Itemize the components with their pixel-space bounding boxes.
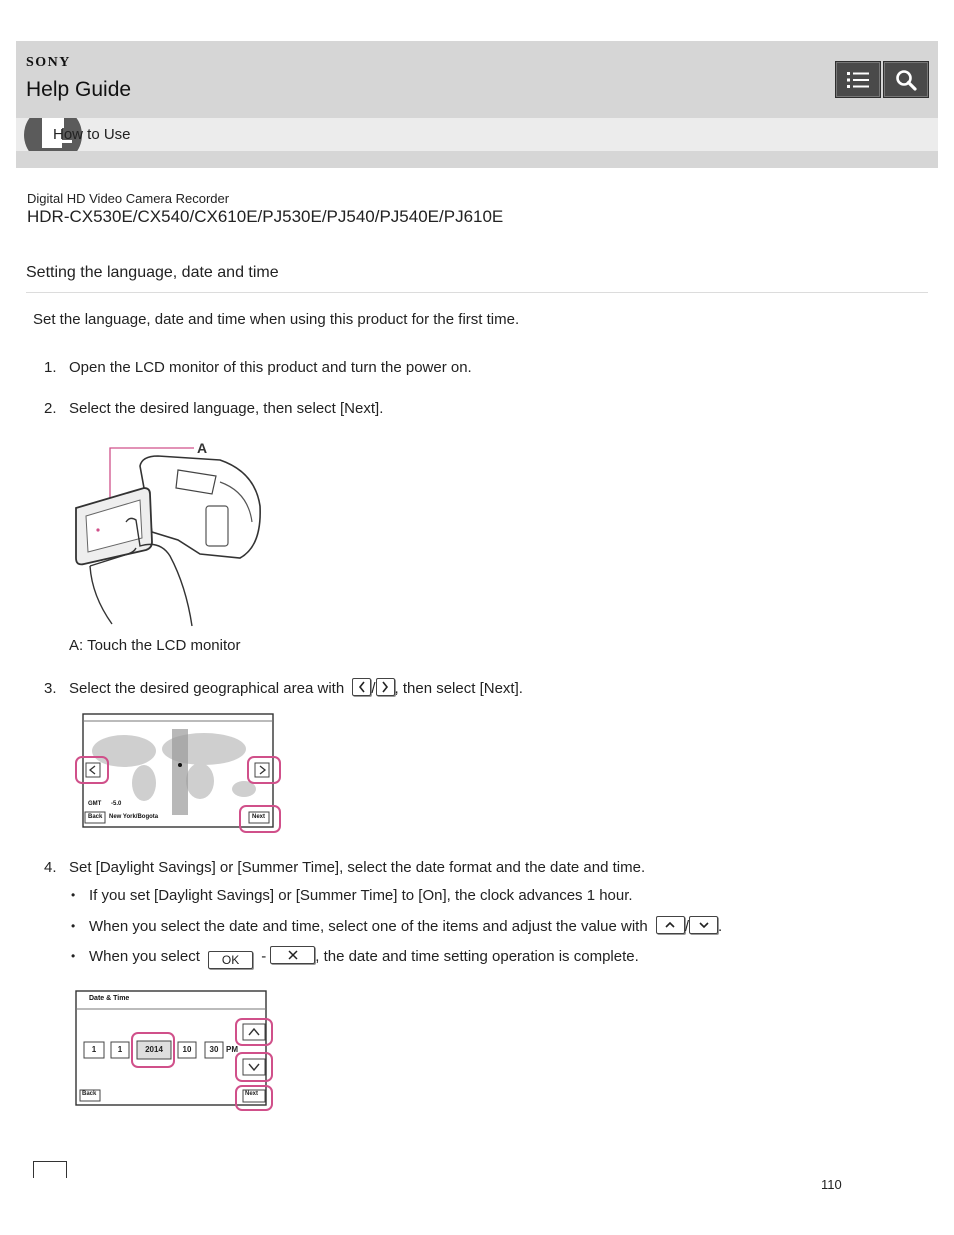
day-field: 1 (117, 1045, 123, 1054)
up-button (656, 916, 685, 934)
step-4 (44, 859, 645, 876)
camcorder-illustration (70, 436, 280, 628)
breadcrumb-bar (16, 118, 938, 151)
step-1 (44, 359, 472, 376)
product-category: Digital HD Video Camera Recorder (27, 191, 230, 206)
step-number: 3. (44, 680, 57, 697)
step-text-after: , then select [Next]. (394, 680, 523, 697)
chevron-right-icon (380, 679, 390, 695)
title-divider (26, 292, 928, 293)
bullet-1: • If you set [Daylight Savings] or [Summer Time] to [On], the clock advances 1 hour. (71, 887, 633, 904)
bullet-text: When you select (89, 948, 200, 965)
product-models: HDR-CX530E/CX540/CX610E/PJ530E/PJ540/PJ540E/PJ610E (27, 207, 504, 226)
figure-caption: A: Touch the LCD monitor (69, 637, 241, 654)
gmt-label: GMT (88, 801, 102, 807)
intro-text: Set the language, date and time when using this product for the first time. (33, 311, 520, 328)
gmt-value: -5.0 (111, 801, 122, 807)
chevron-down-icon (697, 917, 711, 933)
step-number: 2. (44, 400, 57, 417)
bullet-text-after: . (718, 918, 723, 935)
bullet-text-after: , the date and time setting operation is complete. (315, 948, 639, 965)
menu-button[interactable] (835, 61, 881, 98)
brand-logo: SONY (26, 55, 71, 70)
list-icon (846, 70, 870, 90)
close-icon (286, 947, 300, 963)
next-button: Next (245, 1091, 259, 1097)
month-field: 1 (91, 1045, 97, 1054)
back-button: Back (82, 1091, 97, 1097)
area-select-screen (74, 713, 286, 837)
step-2 (44, 400, 383, 417)
search-icon (895, 69, 917, 91)
back-button: Back (88, 814, 103, 820)
left-arrow-button (352, 678, 371, 696)
step-text: Select the desired language, then select [Next]. (69, 400, 384, 417)
separator: - (261, 948, 267, 965)
separator: / (371, 680, 376, 697)
step-number: 4. (44, 859, 57, 876)
chevron-left-icon (357, 679, 367, 695)
down-button (689, 916, 718, 934)
step-number: 1. (44, 359, 57, 376)
guide-title[interactable]: Help Guide (26, 78, 132, 101)
search-button[interactable] (883, 61, 929, 98)
year-field: 2014 (145, 1045, 163, 1054)
city-label: New York/Bogota (109, 814, 159, 820)
hour-field: 10 (182, 1045, 192, 1054)
bullet-text: When you select the date and time, select one of the items and adjust the value with (89, 918, 648, 935)
ampm-field: PM (226, 1045, 238, 1054)
date-time-screen (72, 989, 278, 1113)
bullet-text: If you set [Daylight Savings] or [Summer Time] to [On], the clock advances 1 hour. (89, 887, 633, 904)
screen-title: Date & Time (89, 995, 130, 1002)
step-text: Select the desired geographical area with (69, 680, 345, 697)
step-3 (44, 678, 523, 697)
callout-label: A (197, 440, 208, 456)
header-buttons (835, 61, 929, 98)
step-text: Set [Daylight Savings] or [Summer Time], select the date format and the date and time. (69, 859, 646, 876)
page-corner-box (33, 1161, 67, 1178)
minute-field: 30 (209, 1045, 219, 1054)
help-guide-header (16, 41, 938, 168)
separator: / (684, 918, 690, 935)
close-button (270, 946, 315, 964)
right-arrow-button (376, 678, 395, 696)
next-button: Next (252, 814, 266, 820)
page-number: 110 (821, 1177, 842, 1192)
chevron-up-icon (663, 917, 677, 933)
page-title: Setting the language, date and time (26, 264, 279, 281)
step-text: Open the LCD monitor of this product and turn the power on. (69, 359, 472, 376)
ok-button: OK (208, 951, 253, 969)
bullet-3: • When you select OK - , the date and time setting operation is complete. (71, 948, 639, 967)
breadcrumb-how-to-use[interactable]: How to Use (53, 126, 131, 143)
bullet-2: • When you select the date and time, select one of the items and adjust the value with / . (71, 918, 723, 935)
